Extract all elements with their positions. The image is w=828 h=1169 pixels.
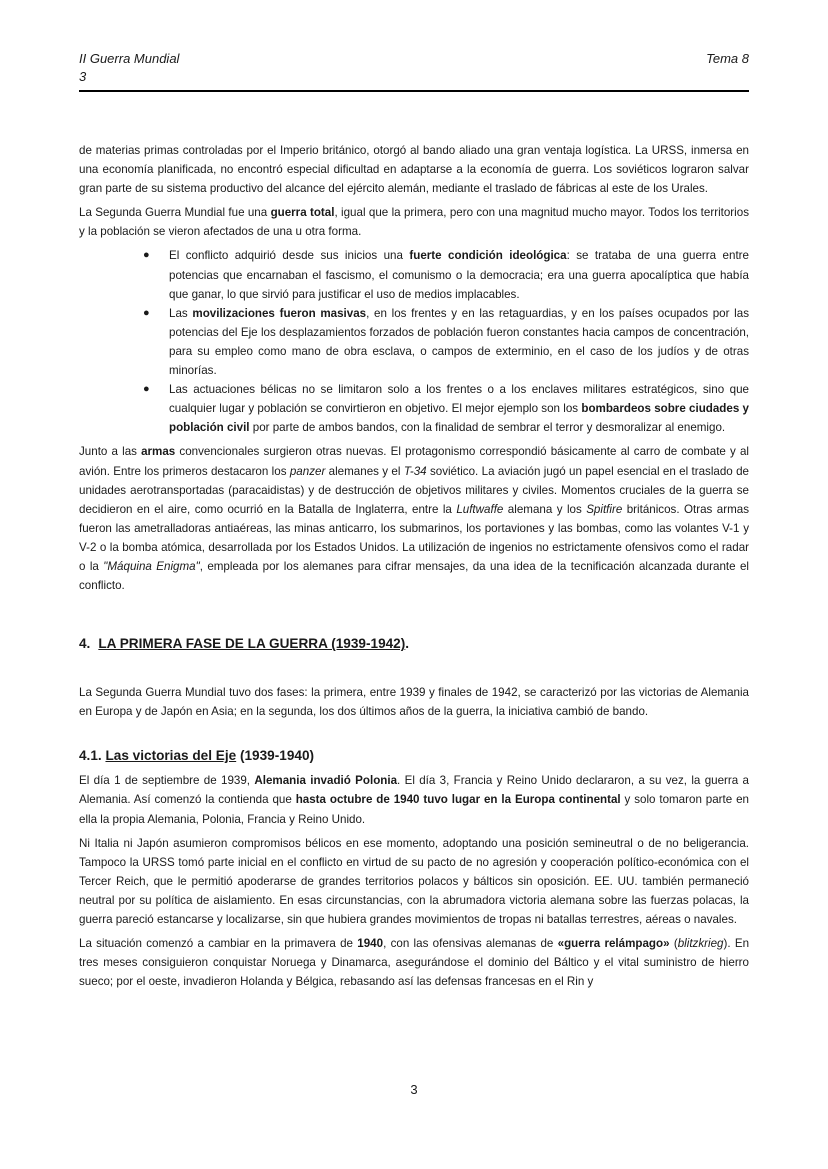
page-number: 3	[410, 1082, 418, 1097]
subsection-heading: 4.1. Las victorias del Eje (1939-1940)	[79, 748, 315, 764]
bullet-icon: ●	[143, 383, 150, 396]
paragraph-blitzkrieg: La situación comenzó a cambiar en la primavera de 1940, con las ofensivas alemanas de «guerra relámpago» (blitzkrieg). En tres meses consiguieron conquistar Noruega y Dinamarca, asegurándose el dominio del Báltico y el vital suministro de hierro sueco; por el oeste, invadieron Holanda y Bélgica, rebasando así las defensas francesas en el Rin y	[79, 937, 750, 989]
header-topic: Tema 8	[706, 51, 749, 66]
list-item: ● Las movilizaciones fueron masivas, en los frentes y en las retaguardias, y en los países ocupados por las potencias del Eje los desplazamientos forzados de población fueron constantes hacia campos de concentración, para su empleo como mano de obra esclava, o campos de exterminio, en el caso de los judíos y de otras minorías.	[169, 304, 749, 380]
bullet-icon: ●	[143, 306, 150, 319]
paragraph-invasion-poland: El día 1 de septiembre de 1939, Alemania invadió Polonia. El día 3, Francia y Reino Unido declararon, a su vez, la guerra a Alemania. Así comenzó la contienda que hasta octubre de 1940 tuvo lugar en la Europa continental y solo tomaron parte en ella la propia Alemania, Polonia, Francia y Reino Unido.	[79, 774, 749, 826]
paragraph-arms: Junto a las armas convencionales surgieron otras nuevas. El protagonismo correspondió básicamente al carro de combate y al avión. Entre los primeros destacaron los panzer alemanes y el T-34 soviético. La aviación jugó un papel esencial en el traslado de unidades aerotransportadas (paracaidistas) y de destrucción de objetivos militares y civiles. Momentos cruciales de la guerra se decidieron en el aire, como ocurrió en la Batalla de Inglaterra, entre la Luftwaffe alemana y los Spitfire británicos. Otras armas fueron las ametralladoras antiaéreas, las minas anticarro, los submarinos, los portaviones y las bombas, como las volantes V-1 y V-2 o la bomba atómica, desarrollada por los Estados Unidos. La utilización de ingenios no estrictamente ofensivos como el radar o la "Máquina Enigma", empleada por los alemanes para cifrar mensajes, da una idea de la tecnificación alcanzada durante el conflicto.	[79, 445, 749, 593]
header-title: II Guerra Mundial	[79, 51, 180, 66]
list-item: ● Las actuaciones bélicas no se limitaron solo a los frentes o a los enclaves militares estratégicos, sino que cualquier lugar y población se convirtieron en objetivo. El mejor ejemplo son los bombardeos sobre ciudades y población civil por parte de ambos bandos, con la finalidad de sembrar el terror y desmoralizar al enemigo.	[169, 380, 749, 437]
header-rule	[79, 90, 749, 92]
header-left	[79, 50, 179, 86]
header-page-small: 3	[79, 69, 87, 84]
bullet-list	[79, 246, 749, 437]
page-content	[79, 141, 749, 996]
paragraph-two-phases: La Segunda Guerra Mundial tuvo dos fases: la primera, entre 1939 y finales de 1942, se caracterizó por las victorias de Alemania en Europa y de Japón en Asia; en la segunda, los dos últimos años de la guerra, la iniciativa cambió de bando.	[79, 686, 749, 719]
section-heading: 4. LA PRIMERA FASE DE LA GUERRA (1939-1942).	[79, 636, 410, 652]
list-item: ● El conflicto adquirió desde sus inicios una fuerte condición ideológica: se trataba de una guerra entre potencias que encarnaban el fascismo, el comunismo o la democracia; era una guerra apocalíptica que había que ganar, lo que sirvió para justificar el uso de medios implacables.	[169, 246, 749, 303]
paragraph-economy: de materias primas controladas por el Imperio británico, otorgó al bando aliado una gran ventaja logística. La URSS, inmersa en una economía planificada, no encontró especial dificultad en adaptarse a la economía de guerra. Los soviéticos lograron salvar gran parte de su sistema productivo del alcance del ejército alemán, mediante el traslado de fábricas al este de los Urales.	[79, 144, 749, 196]
bullet-icon: ●	[143, 249, 150, 262]
paragraph-neutrality: Ni Italia ni Japón asumieron compromisos bélicos en ese momento, adoptando una posición semineutral o de no beligerancia. Tampoco la URSS tomó parte inicial en el conflicto en virtud de su pacto de no agresión y cooperación político-económica con el Tercer Reich, que le permitió apoderarse de grandes territorios polacos y bálticos sin oposición. EE. UU. también permaneció neutral por su política de aislamiento. En esas circunstancias, con la abrumadora victoria alemana sobre las fuerzas polacas, la guerra pareció estancarse y localizarse, sin que hubiera grandes movimientos de tropas ni batallas terrestres, aéreas o navales.	[79, 836, 749, 926]
paragraph-total-war: La Segunda Guerra Mundial fue una guerra total, igual que la primera, pero con una magnitud mucho mayor. Todos los territorios y la población se vieron afectados de una u otra forma.	[79, 206, 749, 239]
